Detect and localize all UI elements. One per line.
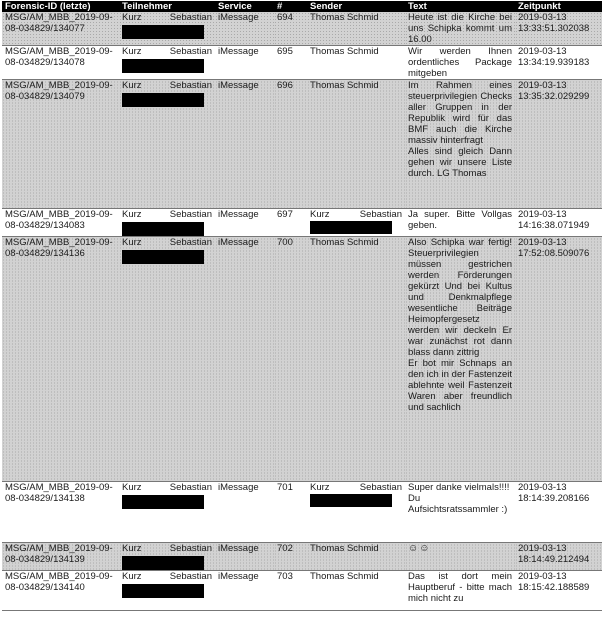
message-number-cell: 701 (274, 482, 307, 543)
sender-cell (307, 482, 405, 543)
table-row (2, 46, 602, 80)
participant-name: Kurz Sebastian (122, 571, 212, 582)
sender-cell (307, 80, 405, 209)
message-paragraph: Alles sind gleich Dann gehen wir unsere Liste durch. LG Thomas (408, 146, 512, 179)
table-row (2, 209, 602, 237)
message-paragraph: Im Rahmen eines steuerprivilegien Checks aller Gruppen in der Republik wird für das BMF auch die Kirche massiv hinterfragt (408, 80, 512, 146)
message-text-cell (405, 543, 515, 571)
message-text-cell (405, 80, 515, 209)
message-paragraph: ☺☺ (408, 543, 431, 554)
message-paragraph: Du Aufsichtsratssammler :) (408, 493, 508, 515)
message-number-cell: 697 (274, 209, 307, 237)
message-paragraph: Das ist dort mein Hauptberuf - bitte mach mich nicht zu (408, 571, 512, 604)
message-text-cell (405, 209, 515, 237)
redaction-bar (310, 494, 392, 507)
sender-name: Kurz Sebastian (310, 482, 402, 493)
timestamp-cell: 2019-03-13 13:33:51.302038 (515, 12, 602, 46)
forensic-id-cell: MSG/AM_MBB_2019-09-08-034829/134139 (2, 543, 119, 571)
redaction-bar (122, 25, 204, 39)
service-cell: iMessage (215, 571, 274, 611)
timestamp-cell: 2019-03-13 18:14:39.208166 (515, 482, 602, 543)
table-row (2, 571, 602, 611)
forensic-id-cell: MSG/AM_MBB_2019-09-08-034829/134078 (2, 46, 119, 80)
message-text-cell (405, 46, 515, 80)
participant-name: Kurz Sebastian (122, 46, 212, 57)
message-number-cell: 696 (274, 80, 307, 209)
message-paragraph: Also Schipka war fertig! Steuerprivilegien müssen gestrichen werden Förderungen gekürzt Und bei Kultus und Denkmalpflege wesentliche Beiträge Heimopfergesetz werden wir deckeln Er war zunächst rot dann blass dann zittrig (408, 237, 512, 358)
sender-cell (307, 209, 405, 237)
service-cell: iMessage (215, 12, 274, 46)
participant-cell (119, 46, 215, 80)
message-number-cell: 694 (274, 12, 307, 46)
sender-name: Thomas Schmid (310, 237, 379, 248)
timestamp-cell: 2019-03-13 13:35:32.029299 (515, 80, 602, 209)
participant-name: Kurz Sebastian (122, 237, 212, 248)
service-cell: iMessage (215, 209, 274, 237)
sender-cell (307, 46, 405, 80)
message-paragraph: Er bot mir Schnaps an den ich in der Fastenzeit ablehnte weil Fastenzeit Waren aber freundlich und sachlich (408, 358, 512, 413)
message-text-cell (405, 482, 515, 543)
timestamp-cell: 2019-03-13 13:34:19.939183 (515, 46, 602, 80)
timestamp-cell: 2019-03-13 18:14:49.212494 (515, 543, 602, 571)
participant-cell (119, 543, 215, 571)
participant-cell (119, 571, 215, 611)
header-participant: Teilnehmer (119, 1, 215, 12)
timestamp-cell: 2019-03-13 18:15:42.188589 (515, 571, 602, 611)
redaction-bar (122, 250, 204, 264)
participant-cell (119, 237, 215, 482)
service-cell: iMessage (215, 543, 274, 571)
message-number-cell: 703 (274, 571, 307, 611)
service-cell: iMessage (215, 482, 274, 543)
message-number-cell: 695 (274, 46, 307, 80)
participant-cell (119, 80, 215, 209)
sender-cell (307, 237, 405, 482)
forensic-id-cell: MSG/AM_MBB_2019-09-08-034829/134140 (2, 571, 119, 611)
sender-cell (307, 571, 405, 611)
participant-name: Kurz Sebastian (122, 209, 212, 220)
participant-name: Kurz Sebastian (122, 80, 212, 91)
message-export-document (2, 1, 602, 611)
message-text-cell (405, 237, 515, 482)
message-text-cell (405, 571, 515, 611)
participant-cell (119, 12, 215, 46)
forensic-id-cell: MSG/AM_MBB_2019-09-08-034829/134083 (2, 209, 119, 237)
header-forensic-id: Forensic-ID (letzte) (2, 1, 119, 12)
message-table (2, 1, 602, 611)
redaction-bar (122, 222, 204, 236)
timestamp-cell: 2019-03-13 17:52:08.509076 (515, 237, 602, 482)
forensic-id-cell: MSG/AM_MBB_2019-09-08-034829/134138 (2, 482, 119, 543)
table-row (2, 543, 602, 571)
sender-cell (307, 12, 405, 46)
sender-name: Kurz Sebastian (310, 209, 402, 220)
forensic-id-cell: MSG/AM_MBB_2019-09-08-034829/134136 (2, 237, 119, 482)
message-paragraph: Heute ist die Kirche bei uns Schipka kommt um 16.00 (408, 12, 512, 45)
sender-name: Thomas Schmid (310, 12, 379, 23)
header-timestamp: Zeitpunkt (515, 1, 602, 12)
timestamp-cell: 2019-03-13 14:16:38.071949 (515, 209, 602, 237)
redaction-bar (310, 221, 392, 234)
header-sender: Sender (307, 1, 405, 12)
forensic-id-cell: MSG/AM_MBB_2019-09-08-034829/134079 (2, 80, 119, 209)
table-row (2, 237, 602, 482)
forensic-id-cell: MSG/AM_MBB_2019-09-08-034829/134077 (2, 12, 119, 46)
header-text: Text (405, 1, 515, 12)
redaction-bar (122, 495, 204, 509)
participant-cell (119, 209, 215, 237)
message-paragraph: Super danke vielmals!!!! (408, 482, 510, 493)
message-paragraph: Ja super. Bitte Vollgas geben. (408, 209, 512, 231)
sender-name: Thomas Schmid (310, 46, 379, 57)
header-service: Service (215, 1, 274, 12)
redaction-bar (122, 556, 204, 570)
redaction-bar (122, 584, 204, 598)
table-row (2, 12, 602, 46)
participant-name: Kurz Sebastian (122, 543, 212, 554)
redaction-bar (122, 59, 204, 73)
participant-name: Kurz Sebastian (122, 12, 212, 23)
header-number: # (274, 1, 307, 12)
sender-cell (307, 543, 405, 571)
message-number-cell: 702 (274, 543, 307, 571)
message-number-cell: 700 (274, 237, 307, 482)
message-text-cell (405, 12, 515, 46)
sender-name: Thomas Schmid (310, 80, 379, 91)
service-cell: iMessage (215, 46, 274, 80)
table-header (2, 1, 602, 12)
participant-cell (119, 482, 215, 543)
redaction-bar (122, 93, 204, 107)
sender-name: Thomas Schmid (310, 571, 379, 582)
service-cell: iMessage (215, 237, 274, 482)
table-row (2, 482, 602, 543)
message-paragraph: Wir werden Ihnen ordentliches Package mitgeben (408, 46, 512, 79)
sender-name: Thomas Schmid (310, 543, 379, 554)
participant-name: Kurz Sebastian (122, 482, 212, 493)
table-body (2, 12, 602, 611)
table-row (2, 80, 602, 209)
service-cell: iMessage (215, 80, 274, 209)
